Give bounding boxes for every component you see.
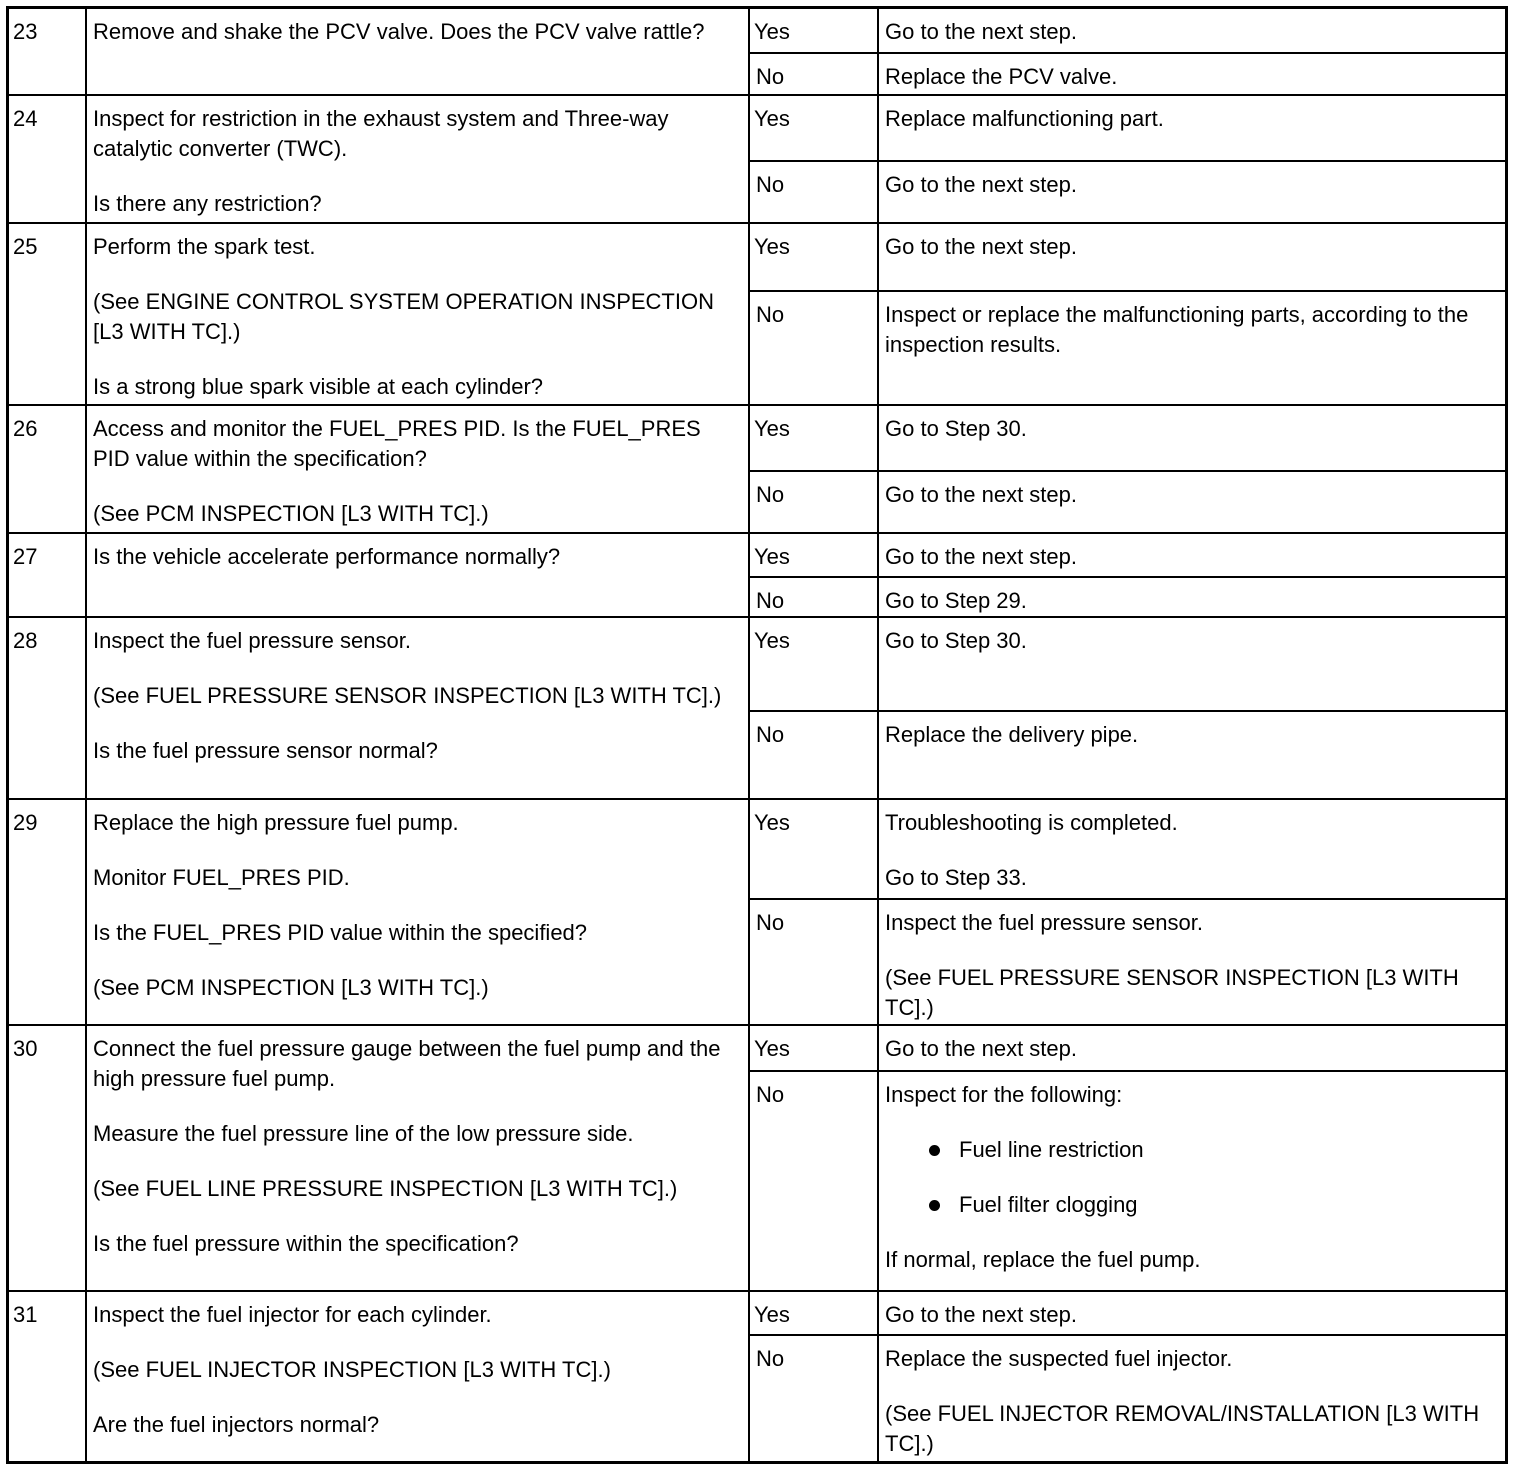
no-action-cell: [877, 1334, 1505, 1461]
paragraph: If normal, replace the fuel pump.: [885, 1247, 1201, 1272]
yes-label: Yes: [748, 1026, 877, 1070]
paragraph: (See ENGINE CONTROL SYSTEM OPERATION INSPECTION [L3 WITH TC].): [93, 289, 714, 344]
paragraph: Inspect the fuel injector for each cylinder.: [93, 1302, 492, 1327]
no-action-cell: [877, 898, 1505, 1024]
question-cell: [85, 406, 748, 532]
paragraph: Is the vehicle accelerate performance normally?: [93, 544, 561, 569]
question-cell: [85, 224, 748, 404]
paragraph: (See PCM INSPECTION [L3 WITH TC].): [93, 975, 489, 1000]
paragraph: Inspect the fuel pressure sensor.: [885, 910, 1203, 935]
paragraph: (See FUEL PRESSURE SENSOR INSPECTION [L3 WITH TC].): [93, 683, 722, 708]
no-action-cell: [877, 576, 1505, 616]
yes-action-cell: [877, 1026, 1505, 1070]
paragraph: Replace malfunctioning part.: [885, 106, 1164, 131]
bullet-item: Fuel line restriction: [885, 1135, 1499, 1165]
paragraph: Perform the spark test.: [93, 234, 316, 259]
paragraph: Go to the next step.: [885, 1302, 1078, 1327]
question-cell: [85, 534, 748, 616]
paragraph: Go to the next step.: [885, 172, 1078, 197]
no-action-cell: [877, 710, 1505, 798]
paragraph: Go to Step 30.: [885, 628, 1027, 653]
table-row: [9, 1290, 1505, 1461]
paragraph: Is there any restriction?: [93, 191, 322, 216]
paragraph: Measure the fuel pressure line of the low pressure side.: [93, 1121, 634, 1146]
paragraph: (See PCM INSPECTION [L3 WITH TC].): [93, 501, 489, 526]
paragraph: Replace the high pressure fuel pump.: [93, 810, 459, 835]
table-row: [9, 1024, 1505, 1290]
paragraph: Replace the PCV valve.: [885, 64, 1118, 89]
step-number: 29: [13, 810, 38, 835]
bullet-item: Fuel filter clogging: [885, 1190, 1499, 1220]
no-label: No: [748, 290, 877, 404]
paragraph: Is a strong blue spark visible at each cylinder?: [93, 374, 544, 399]
paragraph: Go to Step 33.: [885, 865, 1027, 890]
no-label: No: [748, 160, 877, 222]
no-label: No: [748, 898, 877, 1024]
paragraph: Go to the next step.: [885, 482, 1078, 507]
question-cell: [85, 9, 748, 94]
step-number: 28: [13, 628, 38, 653]
no-label: No: [748, 1070, 877, 1290]
yes-label: Yes: [748, 1292, 877, 1334]
paragraph: Remove and shake the PCV valve. Does the PCV valve rattle?: [93, 19, 705, 44]
question-cell: [85, 1026, 748, 1290]
paragraph: (See FUEL INJECTOR INSPECTION [L3 WITH TC].): [93, 1357, 611, 1382]
paragraph: Go to Step 30.: [885, 416, 1027, 441]
yes-label: Yes: [748, 224, 877, 290]
yes-action-cell: [877, 1292, 1505, 1334]
no-action-cell: [877, 470, 1505, 532]
paragraph: Go to the next step.: [885, 234, 1078, 259]
yes-action-cell: [877, 224, 1505, 290]
no-action-cell: [877, 160, 1505, 222]
paragraph: Are the fuel injectors normal?: [93, 1412, 380, 1437]
paragraph: (See FUEL LINE PRESSURE INSPECTION [L3 WITH TC].): [93, 1176, 678, 1201]
paragraph: Go to the next step.: [885, 1036, 1078, 1061]
paragraph: (See FUEL PRESSURE SENSOR INSPECTION [L3 WITH TC].): [885, 965, 1459, 1020]
yes-label: Yes: [748, 9, 877, 52]
troubleshooting-table: [6, 6, 1508, 1464]
no-label: No: [748, 52, 877, 94]
step-number: 23: [13, 19, 38, 44]
table-row: [9, 404, 1505, 532]
table-row: [9, 94, 1505, 222]
table-row: [9, 798, 1505, 1024]
paragraph: Replace the delivery pipe.: [885, 722, 1139, 747]
question-cell: [85, 800, 748, 1024]
no-action-cell: [877, 1070, 1505, 1290]
question-cell: [85, 1292, 748, 1461]
question-cell: [85, 96, 748, 222]
paragraph: Is the FUEL_PRES PID value within the specified?: [93, 920, 588, 945]
yes-action-cell: [877, 9, 1505, 52]
paragraph: Inspect or replace the malfunctioning parts, according to the inspection results.: [885, 302, 1469, 357]
yes-action-cell: [877, 800, 1505, 898]
yes-label: Yes: [748, 618, 877, 710]
paragraph: Inspect for the following:: [885, 1082, 1123, 1107]
yes-label: Yes: [748, 96, 877, 160]
step-number: 26: [13, 416, 38, 441]
paragraph: (See FUEL INJECTOR REMOVAL/INSTALLATION [L3 WITH TC].): [885, 1401, 1480, 1456]
paragraph: Inspect for restriction in the exhaust system and Three-way catalytic converter (TWC).: [93, 106, 669, 161]
no-action-cell: [877, 52, 1505, 94]
step-number: 24: [13, 106, 38, 131]
paragraph: Replace the suspected fuel injector.: [885, 1346, 1233, 1371]
yes-label: Yes: [748, 800, 877, 898]
question-cell: [85, 618, 748, 798]
step-number: 25: [13, 234, 38, 259]
no-label: No: [748, 576, 877, 616]
yes-label: Yes: [748, 534, 877, 576]
no-label: No: [748, 470, 877, 532]
step-number: 27: [13, 544, 38, 569]
paragraph: Go to the next step.: [885, 19, 1078, 44]
table-row: [9, 616, 1505, 798]
no-action-cell: [877, 290, 1505, 404]
yes-action-cell: [877, 534, 1505, 576]
paragraph: Access and monitor the FUEL_PRES PID. Is the FUEL_PRES PID value within the specification?: [93, 416, 701, 471]
no-label: No: [748, 1334, 877, 1461]
table-row: [9, 222, 1505, 404]
paragraph: Monitor FUEL_PRES PID.: [93, 865, 350, 890]
paragraph: Go to the next step.: [885, 544, 1078, 569]
yes-action-cell: [877, 96, 1505, 160]
paragraph: Is the fuel pressure within the specification?: [93, 1231, 519, 1256]
step-number: 31: [13, 1302, 38, 1327]
yes-action-cell: [877, 618, 1505, 710]
step-number: 30: [13, 1036, 38, 1061]
paragraph: Troubleshooting is completed.: [885, 810, 1178, 835]
paragraph: Connect the fuel pressure gauge between the fuel pump and the high pressure fuel pump.: [93, 1036, 721, 1091]
no-label: No: [748, 710, 877, 798]
table-row: [9, 9, 1505, 94]
table-row: [9, 532, 1505, 616]
paragraph: Go to Step 29.: [885, 588, 1027, 613]
yes-label: Yes: [748, 406, 877, 470]
yes-action-cell: [877, 406, 1505, 470]
paragraph: Inspect the fuel pressure sensor.: [93, 628, 411, 653]
paragraph: Is the fuel pressure sensor normal?: [93, 738, 438, 763]
